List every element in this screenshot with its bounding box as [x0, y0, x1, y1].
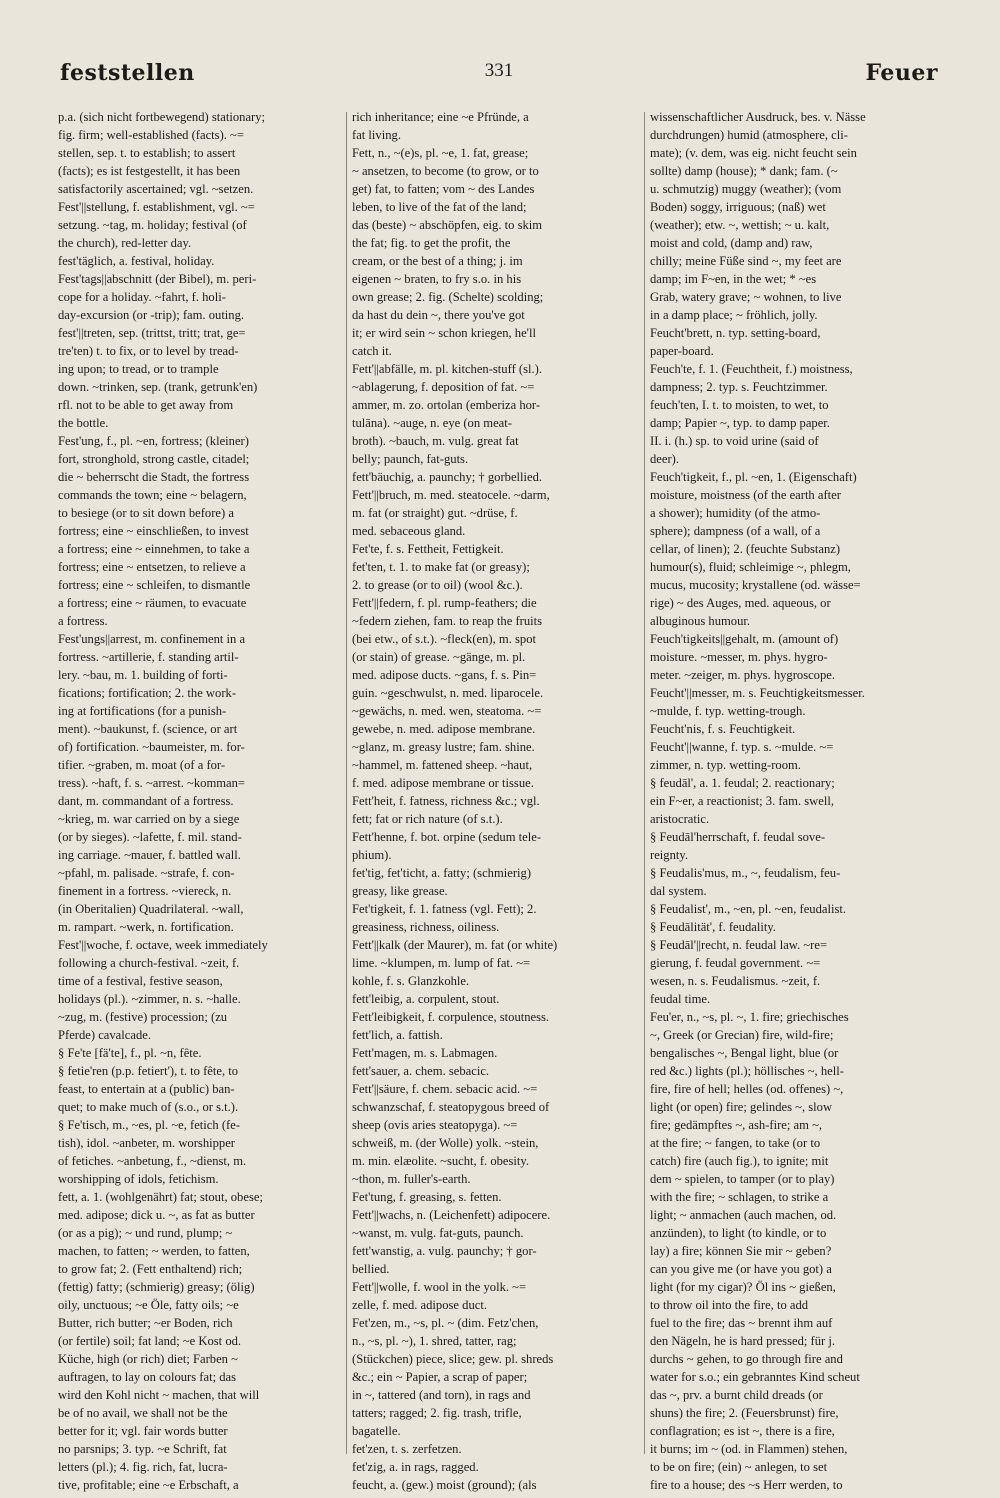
text-line: tifier. ~graben, m. moat (of a for-: [58, 758, 226, 772]
text-line: fett'leibig, a. corpulent, stout.: [352, 992, 500, 1006]
text-line: at the fire; ~ fangen, to take (or to: [650, 1136, 821, 1150]
text-line: lay) a fire; können Sie mir ~ geben?: [650, 1244, 832, 1258]
text-line: ~krieg, m. war carried on by a siege: [58, 812, 240, 826]
text-line: fet'zig, a. in rags, ragged.: [352, 1460, 479, 1474]
text-line: rfl. not to be able to get away from: [58, 398, 234, 412]
text-line: can you give me (or have you got) a: [650, 1262, 832, 1276]
text-line: Fest'||woche, f. octave, week immediately: [58, 938, 268, 952]
text-line: durchs ~ gehen, to go through fire and: [650, 1352, 843, 1366]
text-line: ~glanz, m. greasy lustre; fam. shine.: [352, 740, 535, 754]
text-line: § Feudāl'herrschaft, f. feudal sove-: [650, 830, 826, 844]
text-line: better for it; vgl. fair words butter: [58, 1424, 228, 1438]
text-line: &c.; ein ~ Papier, a scrap of paper;: [352, 1370, 528, 1384]
text-line: day-excursion (or -trip); fam. outing.: [58, 308, 245, 322]
text-line: time of a festival, festive season,: [58, 974, 223, 988]
text-line: (in Oberitalien) Quadrilateral. ~wall,: [58, 902, 244, 916]
text-line: Feuch'te, f. 1. (Feuchtheit, f.) moistness,: [650, 362, 853, 376]
text-line: moisture, moistness (of the earth after: [650, 488, 841, 502]
text-line: bengalisches ~, Bengal light, blue (or: [650, 1046, 839, 1060]
text-line: Fett'||wolle, f. wool in the yolk. ~=: [352, 1280, 527, 1294]
text-line: feudal time.: [650, 992, 711, 1006]
text-line: to besiege (or to sit down before) a: [58, 506, 234, 520]
text-line: § Feudalist', m., ~en, pl. ~en, feudalist.: [650, 902, 847, 916]
text-line: Pferde) cavalcade.: [58, 1028, 151, 1042]
text-line: Fett'henne, f. bot. orpine (sedum tele-: [352, 830, 542, 844]
text-line: dal system.: [650, 884, 707, 898]
text-line: ~federn ziehen, fam. to reap the fruits: [352, 614, 543, 628]
text-line: commands the town; eine ~ belagern,: [58, 488, 247, 502]
text-line: fett; fat or rich nature (of s.t.).: [352, 812, 503, 826]
text-line: phium).: [352, 848, 392, 862]
text-line: a fortress; eine ~ einnehmen, to take a: [58, 542, 250, 556]
text-line: setzung. ~tag, m. holiday; festival (of: [58, 218, 247, 232]
text-line: letters (pl.); 4. fig. rich, fat, lucra-: [58, 1460, 228, 1474]
text-line: Fest'ungs||arrest, m. confinement in a: [58, 632, 246, 646]
text-line: fortress; eine ~ entsetzen, to relieve a: [58, 560, 246, 574]
text-line: conflagration; es ist ~, there is a fire,: [650, 1424, 835, 1438]
text-line: med. sebaceous gland.: [352, 524, 466, 538]
text-line: feuch'ten, I. t. to moisten, to wet, to: [650, 398, 829, 412]
text-line: moist and cold, (damp and) raw,: [650, 236, 813, 250]
text-line: a shower); humidity (of the atmo-: [650, 506, 821, 520]
text-line: kohle, f. s. Glanzkohle.: [352, 974, 470, 988]
text-line: Fett'leibigkeit, f. corpulence, stoutness.: [352, 1010, 550, 1024]
text-line: § Feudalis'mus, m., ~, feudalism, feu-: [650, 866, 841, 880]
text-line: durchdrungen) humid (atmosphere, cli-: [650, 128, 848, 142]
text-line: 2. to grease (or to oil) (wool &c.).: [352, 578, 523, 592]
text-line: m. rampart. ~werk, n. fortification.: [58, 920, 234, 934]
text-line: holidays (pl.). ~zimmer, n. s. ~halle.: [58, 992, 241, 1006]
text-line: lery. ~bau, m. 1. building of forti-: [58, 668, 228, 682]
text-line: greasy, like grease.: [352, 884, 448, 898]
text-line: belly; paunch, fat-guts.: [352, 452, 469, 466]
left-running-headword: feststellen: [60, 60, 195, 86]
text-line: Küche, high (or rich) diet; Farben ~: [58, 1352, 238, 1366]
text-line: Feucht'||messer, m. s. Feuchtigkeitsmesser.: [650, 686, 865, 700]
text-line: red &c.) lights (pl.); höllisches ~, hell-: [650, 1064, 844, 1078]
text-line: guin. ~geschwulst, n. med. liparocele.: [352, 686, 544, 700]
text-line: anzünden), to light (to kindle, or to: [650, 1226, 827, 1240]
text-line: § Fe'te [fä'te], f., pl. ~n, fête.: [58, 1046, 202, 1060]
text-line: humour(s), fluid; schleimige ~, phlegm,: [650, 560, 851, 574]
text-line: with the fire; ~ schlagen, to strike a: [650, 1190, 829, 1204]
text-line: a fortress; eine ~ räumen, to evacuate: [58, 596, 247, 610]
text-line: gewebe, n. med. adipose membrane.: [352, 722, 536, 736]
text-line: fuel to the fire; das ~ brennt ihm auf: [650, 1316, 833, 1330]
text-line: bagatelle.: [352, 1424, 401, 1438]
text-line: ~mulde, f. typ. wetting-trough.: [650, 704, 806, 718]
text-line: zimmer, n. typ. wetting-room.: [650, 758, 801, 772]
text-line: (bei etw., of s.t.). ~fleck(en), m. spot: [352, 632, 537, 646]
text-line: broth). ~bauch, m. vulg. great fat: [352, 434, 519, 448]
text-line: the church), red-letter day.: [58, 236, 192, 250]
text-line: II. i. (h.) sp. to void urine (said of: [650, 434, 819, 448]
text-line: it; er wird sein ~ schon kriegen, he'll: [352, 326, 536, 340]
text-line: albuginous humour.: [650, 614, 751, 628]
text-line: own grease; 2. fig. (Schelte) scolding;: [352, 290, 544, 304]
text-line: no parsnips; 3. typ. ~e Schrift, fat: [58, 1442, 227, 1456]
text-line: in ~, tattered (and torn), in rags and: [352, 1388, 531, 1402]
text-line: sheep (ovis aries steatopyga). ~=: [352, 1118, 518, 1132]
text-line: Fett'heit, f. fatness, richness &c.; vgl.: [352, 794, 540, 808]
text-line: fest'||treten, sep. (trittst, tritt; trat, ge=: [58, 326, 246, 340]
text-line: cellar, of linen); 2. (feuchte Substanz): [650, 542, 841, 556]
text-line: cream, or the best of a thing; j. im: [352, 254, 523, 268]
text-line: catch it.: [352, 344, 392, 358]
text-line: a fortress.: [58, 614, 108, 628]
text-line: ing upon; to tread, or to trample: [58, 362, 219, 376]
text-line: ~pfahl, m. palisade. ~strafe, f. con-: [58, 866, 235, 880]
text-line: fortress; eine ~ schleifen, to dismantle: [58, 578, 251, 592]
text-line: in a damp place; ~ fröhlich, jolly.: [650, 308, 818, 322]
page-header: [60, 60, 938, 96]
text-line: fat living.: [352, 128, 401, 142]
text-line: the fat; fig. to get the profit, the: [352, 236, 511, 250]
text-columns: [58, 108, 938, 1492]
text-line: fett'sauer, a. chem. sebacic.: [352, 1064, 490, 1078]
text-line: Feucht'brett, n. typ. setting-board,: [650, 326, 821, 340]
text-line: Feucht'nis, f. s. Feuchtigkeit.: [650, 722, 796, 736]
text-line: fig. firm; well-established (facts). ~=: [58, 128, 244, 142]
text-line: to be on fire; (ein) ~ anlegen, to set: [650, 1460, 828, 1474]
text-line: fest'täglich, a. festival, holiday.: [58, 254, 215, 268]
text-line: dampness; 2. typ. s. Feuchtzimmer.: [650, 380, 828, 394]
text-line: fire to a house; des ~s Herr werden, to: [650, 1478, 843, 1492]
text-line: mucus, mucosity; krystallene (od. wässe=: [650, 578, 861, 592]
text-line: tress). ~haft, f. s. ~arrest. ~komman=: [58, 776, 246, 790]
text-line: § feudāl', a. 1. feudal; 2. reactionary;: [650, 776, 835, 790]
text-line: Fest'||stellung, f. establishment, vgl. ~=: [58, 200, 255, 214]
text-line: m. fat (or straight) gut. ~drüse, f.: [352, 506, 518, 520]
text-line: Butter, rich butter; ~er Boden, rich: [58, 1316, 233, 1330]
text-line: fortress; eine ~ einschließen, to invest: [58, 524, 249, 538]
text-line: fet'zen, t. s. zerfetzen.: [352, 1442, 462, 1456]
text-line: ~zug, m. (festive) procession; (zu: [58, 1010, 228, 1024]
text-line: down. ~trinken, sep. (trank, getrunk'en): [58, 380, 258, 394]
right-running-headword: Feuer: [865, 60, 938, 86]
text-line: oily, unctuous; ~e Öle, fatty oils; ~e: [58, 1298, 239, 1312]
text-line: aristocratic.: [650, 812, 710, 826]
text-line: Fest'tags||abschnitt (der Bibel), m. peri-: [58, 272, 257, 286]
text-line: (or as a pig); ~ und rund, plump; ~: [58, 1226, 233, 1240]
text-line: Feucht'||wanne, f. typ. s. ~mulde. ~=: [650, 740, 834, 754]
text-line: (or by sieges). ~lafette, f. mil. stand-: [58, 830, 242, 844]
text-line: feast, to entertain at a (public) ban-: [58, 1082, 235, 1096]
text-line: fort, stronghold, strong castle, citadel;: [58, 452, 250, 466]
text-line: to grow fat; 2. (Fett enthaltend) rich;: [58, 1262, 243, 1276]
text-line: § fetie'ren (p.p. fetiert'), t. to fête, to: [58, 1064, 239, 1078]
text-line: die ~ beherrscht die Stadt, the fortress: [58, 470, 250, 484]
text-line: schwanzschaf, f. steatopygous breed of: [352, 1100, 550, 1114]
text-line: get) fat, to fatten; vom ~ des Landes: [352, 182, 535, 196]
text-line: ing carriage. ~mauer, f. battled wall.: [58, 848, 241, 862]
text-line: Grab, watery grave; ~ wohnen, to live: [650, 290, 842, 304]
column-divider: [644, 112, 645, 1454]
text-line: Fett'||federn, f. pl. rump-feathers; die: [352, 596, 537, 610]
text-line: Feuch'tigkeit, f., pl. ~en, 1. (Eigenschaft): [650, 470, 857, 484]
text-line: ment). ~baukunst, f. (science, or art: [58, 722, 238, 736]
page-number: 331: [484, 60, 514, 81]
text-line: Fet'tigkeit, f. 1. fatness (vgl. Fett); 2.: [352, 902, 537, 916]
text-line: following a church-festival. ~zeit, f.: [58, 956, 240, 970]
text-line: n., ~s, pl. ~), 1. shred, tatter, rag;: [352, 1334, 517, 1348]
text-line: light (for my cigar)? Öl ins ~ gießen,: [650, 1280, 836, 1294]
text-line: of) fortification. ~baumeister, m. for-: [58, 740, 245, 754]
text-line: schweiß, m. (der Wolle) yolk. ~stein,: [352, 1136, 539, 1150]
text-line: machen, to fatten; ~ werden, to fatten,: [58, 1244, 250, 1258]
text-line: sollte) damp (house); * dank; fam. (~: [650, 164, 838, 178]
text-line: fett'lich, a. fattish.: [352, 1028, 443, 1042]
text-line: tre'ten) t. to fix, or to level by tread-: [58, 344, 239, 358]
text-line: fet'tig, fet'ticht, a. fatty; (schmierig): [352, 866, 532, 880]
text-line: gierung, f. feudal government. ~=: [650, 956, 821, 970]
text-line: Fest'ung, f., pl. ~en, fortress; (kleiner): [58, 434, 249, 448]
text-line: tish), idol. ~anbeter, m. worshipper: [58, 1136, 235, 1150]
text-line: light (or open) fire; gelindes ~, slow: [650, 1100, 833, 1114]
text-line: stellen, sep. t. to establish; to assert: [58, 146, 236, 160]
text-line: da hast du dein ~, there you've got: [352, 308, 525, 322]
text-line: das (beste) ~ abschöpfen, eig. to skim: [352, 218, 543, 232]
text-line: § Feudāl'||recht, n. feudal law. ~re=: [650, 938, 828, 952]
text-line: med. adipose ducts. ~gans, f. s. Pin=: [352, 668, 537, 682]
text-line: reignty.: [650, 848, 689, 862]
text-line: ~thon, m. fuller's-earth.: [352, 1172, 471, 1186]
text-line: water for s.o.; ein gebranntes Kind scheut: [650, 1370, 860, 1384]
text-line: med. adipose; dick u. ~, as fat as butter: [58, 1208, 255, 1222]
text-line: ~wanst, m. vulg. fat-guts, paunch.: [352, 1226, 524, 1240]
text-line: ein F~er, a reactionist; 3. fam. swell,: [650, 794, 834, 808]
text-line: rich inheritance; eine ~e Pfründe, a: [352, 110, 529, 124]
text-line: damp; im F~en, in the wet; * ~es: [650, 272, 817, 286]
text-line: be of no avail, we shall not be the: [58, 1406, 228, 1420]
text-line: quet; to make much of (s.o., or s.t.).: [58, 1100, 239, 1114]
text-line: wesen, n. s. Feudalismus. ~zeit, f.: [650, 974, 821, 988]
text-line: (or stain) of grease. ~gänge, m. pl.: [352, 650, 526, 664]
column-2: [352, 108, 638, 1492]
text-line: (Stückchen) piece, slice; gew. pl. shreds: [352, 1352, 554, 1366]
text-line: lime. ~klumpen, m. lump of fat. ~=: [352, 956, 531, 970]
text-line: ~ ansetzen, to become (to grow, or to: [352, 164, 539, 178]
text-line: dant, m. commandant of a fortress.: [58, 794, 234, 808]
text-line: wissenschaftlicher Ausdruck, bes. v. Nässe: [650, 110, 866, 124]
text-line: rige) ~ des Auges, med. aqueous, or: [650, 596, 831, 610]
text-line: feucht, a. (gew.) moist (ground); (als: [352, 1478, 537, 1492]
text-line: den Nägeln, he is hard pressed; für j.: [650, 1334, 836, 1348]
text-line: m. min. elæolite. ~sucht, f. obesity.: [352, 1154, 530, 1168]
text-line: Feu'er, n., ~s, pl. ~, 1. fire; griechisches: [650, 1010, 849, 1024]
column-divider: [346, 112, 347, 1454]
text-line: Feuch'tigkeits||gehalt, m. (amount of): [650, 632, 839, 646]
text-line: tulāna). ~auge, n. eye (on meat-: [352, 416, 512, 430]
text-line: fortress. ~artillerie, f. standing artil-: [58, 650, 239, 664]
text-line: fett'bäuchig, a. paunchy; † gorbellied.: [352, 470, 543, 484]
text-line: to throw oil into the fire, to add: [650, 1298, 809, 1312]
text-line: damp; Papier ~, typ. to damp paper.: [650, 416, 830, 430]
text-line: fications; fortification; 2. the work-: [58, 686, 237, 700]
text-line: (facts); es ist festgestellt, it has been: [58, 164, 241, 178]
text-line: worshipping of idols, fetichism.: [58, 1172, 219, 1186]
text-line: moisture. ~messer, m. phys. hygro-: [650, 650, 828, 664]
text-line: Fett'||kalk (der Maurer), m. fat (or white): [352, 938, 558, 952]
text-line: deer).: [650, 452, 680, 466]
text-line: (fettig) fatty; (schmierig) greasy; (ölig): [58, 1280, 255, 1294]
text-line: chilly; meine Füße sind ~, my feet are: [650, 254, 842, 268]
text-line: it burns; im ~ (od. in Flammen) stehen,: [650, 1442, 848, 1456]
text-line: sphere); dampness (of a wall, of a: [650, 524, 821, 538]
text-line: Fett'||bruch, m. med. steatocele. ~darm,: [352, 488, 550, 502]
text-line: Fet'te, f. s. Fettheit, Fettigkeit.: [352, 542, 504, 556]
text-line: ~hammel, m. fattened sheep. ~haut,: [352, 758, 533, 772]
text-line: zelle, f. med. adipose duct.: [352, 1298, 487, 1312]
text-line: dem ~ spielen, to tamper (or to play): [650, 1172, 835, 1186]
text-line: ~gewächs, n. med. wen, steatoma. ~=: [352, 704, 542, 718]
text-line: fett'wanstig, a. vulg. paunchy; † gor-: [352, 1244, 537, 1258]
text-line: (or fertile) soil; fat land; ~e Kost od.: [58, 1334, 242, 1348]
text-line: paper-board.: [650, 344, 714, 358]
text-line: Boden) soggy, irriguous; (naß) wet: [650, 200, 826, 214]
text-line: mate); (v. dem, was eig. nicht feucht sein: [650, 146, 857, 160]
text-line: cope for a holiday. ~fahrt, f. holi-: [58, 290, 226, 304]
text-line: Fett'||säure, f. chem. sebacic acid. ~=: [352, 1082, 538, 1096]
text-line: p.a. (sich nicht fortbewegend) stationary;: [58, 110, 266, 124]
text-line: das ~, prv. a burnt child dreads (or: [650, 1388, 823, 1402]
text-line: finement in a fortress. ~viereck, n.: [58, 884, 232, 898]
text-line: u. schmutzig) muggy (weather); (vom: [650, 182, 842, 196]
text-line: (weather); etw. ~, wettish; ~ u. kalt,: [650, 218, 830, 232]
text-line: § Feudālität', f. feudality.: [650, 920, 776, 934]
text-line: § Fe'tisch, m., ~es, pl. ~e, fetich (fe-: [58, 1118, 241, 1132]
text-line: of fetiches. ~anbetung, f., ~dienst, m.: [58, 1154, 247, 1168]
text-line: tatters; ragged; 2. fig. trash, trifle,: [352, 1406, 522, 1420]
text-line: Fett'||abfälle, m. pl. kitchen-stuff (sl.).: [352, 362, 542, 376]
text-line: ing at fortifications (for a punish-: [58, 704, 227, 718]
text-line: leben, to live of the fat of the land;: [352, 200, 527, 214]
text-line: fett, a. 1. (wohlgenährt) fat; stout, obese;: [58, 1190, 263, 1204]
text-line: tive, profitable; eine ~e Erbschaft, a: [58, 1478, 239, 1492]
text-line: satisfactorily ascertained; vgl. ~setzen.: [58, 182, 254, 196]
text-line: Fett'||wachs, n. (Leichenfett) adipocere.: [352, 1208, 551, 1222]
text-line: light; ~ anmachen (auch machen, od.: [650, 1208, 837, 1222]
column-1: [58, 108, 340, 1492]
text-line: Fett'magen, m. s. Labmagen.: [352, 1046, 498, 1060]
text-line: fire, fire of hell; helles (od. offenes) ~,: [650, 1082, 844, 1096]
text-line: Fet'zen, m., ~s, pl. ~ (dim. Fetz'chen,: [352, 1316, 539, 1330]
text-line: eigenen ~ braten, to fry s.o. in his: [352, 272, 522, 286]
text-line: Fet'tung, f. greasing, s. fetten.: [352, 1190, 502, 1204]
text-line: f. med. adipose membrane or tissue.: [352, 776, 534, 790]
text-line: ammer, m. zo. ortolan (emberiza hor-: [352, 398, 541, 412]
text-line: ~ablagerung, f. deposition of fat. ~=: [352, 380, 535, 394]
text-line: bellied.: [352, 1262, 390, 1276]
text-line: shuns) the fire; 2. (Feuersbrunst) fire,: [650, 1406, 839, 1420]
text-line: fet'ten, t. 1. to make fat (or greasy);: [352, 560, 530, 574]
text-line: greasiness, richness, oiliness.: [352, 920, 500, 934]
text-line: meter. ~zeiger, m. phys. hygroscope.: [650, 668, 836, 682]
text-line: auftragen, to lay on colours fat; das: [58, 1370, 237, 1384]
text-line: Fett, n., ~(e)s, pl. ~e, 1. fat, grease;: [352, 146, 529, 160]
column-3: [650, 108, 940, 1492]
text-line: catch) fire (auch fig.), to ignite; mit: [650, 1154, 829, 1168]
text-line: fire; gedämpftes ~, ash-fire; am ~,: [650, 1118, 823, 1132]
text-line: ~, Greek (or Grecian) fire, wild-fire;: [650, 1028, 834, 1042]
text-line: the bottle.: [58, 416, 109, 430]
text-line: wird den Kohl nicht ~ machen, that will: [58, 1388, 260, 1402]
